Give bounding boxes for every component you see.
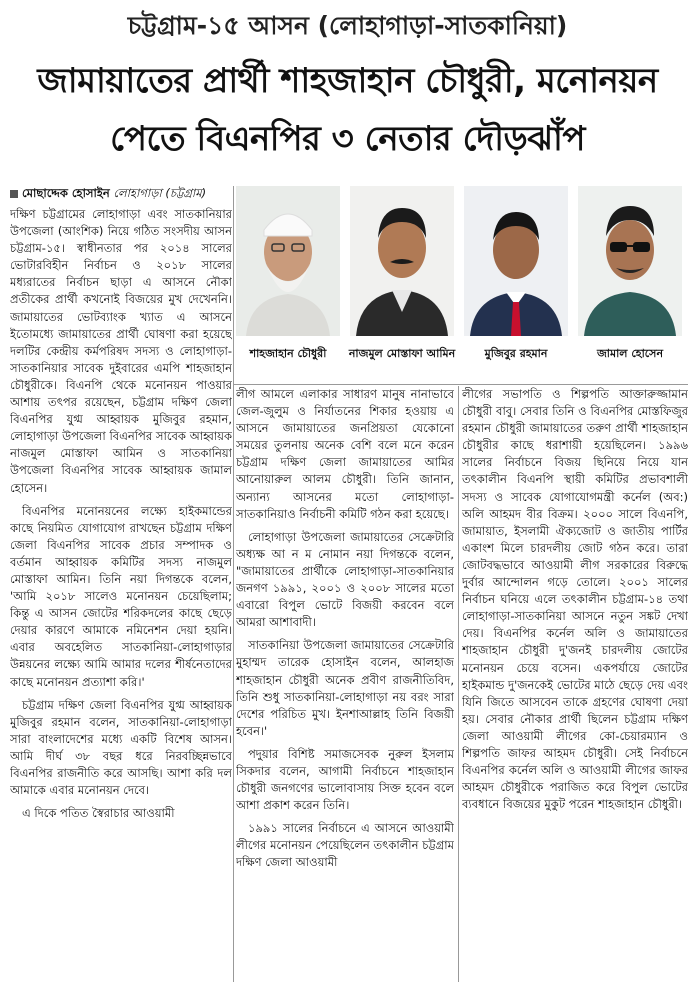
paragraph: লীগ আমলে এলাকার সাধারণ মানুষ নানাভাবে জেল-জুলুম ও নির্যাতনের শিকার হওয়ায় এ আসনে জামায়াতের জনপ্রিয়তা যেকোনো সময়ের তুলনায় অনেক বেশি বলে মনে করেন চট্টগ্রাম দক্ষিণ জেলা জামায়াতের আমির আনোয়ারুল আলম চৌধুরী। তিনি জানান, অন্যান্য আসনের মতো লোহাগাড়া-সাতকানিয়াও নির্বাচনী কমিটি গঠন করা হয়েছে। (236, 387, 454, 521)
person-photo-sunglasses (578, 186, 682, 336)
article-column-2 (236, 386, 454, 982)
portrait-2-icon (350, 186, 454, 336)
byline-location: লোহাগাড়া (চট্টগ্রাম) (113, 186, 207, 200)
person-photo-suit (464, 186, 568, 336)
person-photo-cap-beard (236, 186, 340, 336)
byline-name: মোছাদ্দেক হোসাইন (22, 186, 110, 200)
byline-marker-icon (10, 190, 18, 198)
headline-line-2: পেতে বিএনপির ৩ নেতার দৌড়ঝাঁপ (110, 119, 585, 159)
article-column-1 (10, 206, 232, 982)
headline-line-1: জামায়াতের প্রার্থী শাহজাহান চৌধুরী, মনোনয়ন (37, 61, 658, 101)
paragraph: চট্টগ্রাম দক্ষিণ জেলা বিএনপির যুগ্ম আহ্বায়ক মুজিবুর রহমান বলেন, সাতকানিয়া-লোহাগাড়া সারা বাংলাদেশের মধ্যে একটি বিশেষ আসন। আমি দীর্ঘ ৩৮ বছর ধরে নিরবচ্ছিন্নভাবে বিএনপির রাজনীতি করে আসছি। আশা করি দল আমাকে এবার মনোনয়ন দেবে। (10, 697, 232, 798)
photo-caption-2: নাজমুল মোস্তাফা আমিন (348, 347, 456, 360)
paragraph: দক্ষিণ চট্টগ্রামের লোহাগাড়া এবং সাতকানিয়ার উপজেলা (আংশিক) নিয়ে গঠিত সংসদীয় আসন চট্টগ্রাম-১৫। স্বাধীনতার পর ২০১৪ সালের ভোটারবিহীন নির্বাচন ও ২০১৮ সালের মধ্যরাতের নির্বাচন ছাড়া এ আসনে নৌকা প্রতীকের প্রার্থী কখনোই বিজয়ের মুখ দেখেননি। জামায়াতের ভোটব্যাংক খ্যাত এ আসনে ইতোমধ্যে জামায়াতের প্রার্থী ঘোষণা করা হয়েছে দলটির কেন্দ্রীয় কর্মপরিষদ সদস্য ও লোহাগাড়া-সাতকানিয়ার সাবেক দুইবারের এমপি শাহজাহান চৌধুরীকে। বিএনপি থেকে মনোনয়ন পাওয়ার আশায় তৎপর রয়েছেন, চট্টগ্রাম দক্ষিণ জেলা বিএনপির যুগ্ম আহ্বায়ক মুজিবুর রহমান, লোহাগাড়া উপজেলা বিএনপির সাবেক আহ্বায়ক নাজমুল মোস্তাফা আমিন ও সাতকানিয়া উপজেলা বিএনপির সাবেক আহ্বায়ক জামাল হোসেন। (10, 207, 232, 495)
portrait-4-icon (578, 186, 682, 336)
paragraph: ১৯৯১ সালের নির্বাচনে এ আসনে আওয়ামী লীগের মনোনয়ন পেয়েছিলেন তৎকালীন চট্টগ্রাম দক্ষিণ জেলা আওয়ামী (236, 821, 454, 870)
person-photo-mustache (350, 186, 454, 336)
paragraph: লোহাগাড়া উপজেলা জামায়াতের সেক্রেটারি অধ্যক্ষ আ ন ম নোমান নয়া দিগন্তকে বলেন, "জামায়াতের প্রার্থীকে লোহাগাড়া-সাতকানিয়ার জনগণ ১৯৯১, ২০০১ ও ২০০৮ সালের মতো এবারো বিপুল ভোটে বিজয়ী করবেন বলে আমরা আশাবাদী। (236, 529, 454, 630)
photo-caption-1: শাহজাহান চৌধুরী (249, 347, 327, 360)
paragraph: পদুয়ার বিশিষ্ট সমাজসেবক নুরুল ইসলাম সিকদার বলেন, আগামী নির্বাচনে শাহজাহান চৌধুরী জনগণের ভালোবাসায় সিক্ত হবেন বলে আশা প্রকাশ করেন তিনি। (236, 746, 454, 813)
byline (10, 183, 232, 203)
column-divider-1 (233, 186, 234, 982)
photo-caption-4: জামাল হোসেন (596, 347, 664, 360)
headline (0, 52, 695, 168)
photo-divider (234, 384, 688, 385)
paragraph: লীগের সভাপতি ও শিল্পপতি আক্তারুজ্জামান চৌধুরী বাবু। সেবার তিনি ও বিএনপির মোস্তফিজুর রহমান চৌধুরী জামায়াতের তরুণ প্রার্থী শাহজাহান চৌধুরীর কাছে ধরাশায়ী হয়েছিলেন। ১৯৯৬ সালের নির্বাচনে বিজয় ছিনিয়ে নিয়ে যান তৎকালীন বিএনপি স্থায়ী কমিটির প্রভাবশালী সদস্য ও সাবেক যোগাযোগমন্ত্রী কর্নেল (অব:) অলি আহমদ বীর বিক্রম। ২০০০ সালে বিএনপি, জামায়াত, ইসলামী ঐক্যজোট ও জাতীয় পার্টির একাংশ মিলে চারদলীয় জোট গঠন করে। তারা জোটবদ্ধভাবে আওয়ামী লীগ সরকারের বিরুদ্ধে দুর্বার আন্দোলন গড়ে তোলে। ২০০১ সালের নির্বাচন ঘনিয়ে এলে তৎকালীন চট্টগ্রাম-১৪ তথা লোহাগাড়া-সাতকানিয়া আসনে নতুন সঙ্কট দেখা দেয়। বিএনপির কর্নেল অলি ও জামায়াতের শাহজাহান চৌধুরী দু'জনই চারদলীয় জোটের মনোনয়ন চেয়ে বসেন। একপর্যায়ে জোটের হাইকমান্ড দু'জনকেই ভোটের মাঠে ছেড়ে দেয় এবং যিনি জিতে আসবেন তাকে গ্রহণের ঘোষণা দেয়া হয়। সেবার নৌকার প্রার্থী ছিলেন চট্টগ্রাম দক্ষিণ জেলা আওয়ামী লীগের কো-চেয়ারম্যান ও শিল্পপতি জাফর আহমদ চৌধুরী। সেই নির্বাচনে বিএনপির কর্নেল অলি ও আওয়ামী লীগের জাফর আহমদ চৌধুরীকে পরাজিত করে বিপুল ভোটের ব্যবধানে বিজয়ের মুকুট পরেন শাহজাহান চৌধুরী। (462, 387, 688, 812)
portrait-3-icon (464, 186, 568, 336)
paragraph: এ দিকে পতিত স্বৈরাচার আওয়ামী (22, 806, 175, 821)
kicker-title: চট্টগ্রাম-১৫ আসন (লোহাগাড়া-সাতকানিয়া) (127, 11, 568, 40)
photo-caption-3: মুজিবুর রহমান (484, 347, 548, 360)
photo-strip (236, 186, 688, 378)
article-column-3 (462, 386, 688, 982)
paragraph: সাতকানিয়া উপজেলা জামায়াতের সেক্রেটারি মুহাম্মদ তারেক হোসাইন বলেন, আলহাজ শাহজাহান চৌধুরী অনেক প্রবীণ রাজনীতিবিদ, তিনি শুধু সাতকানিয়া-লোহাগাড়া নয় বরং সারা দেশের পরিচিত মুখ। ইনশাআল্লাহ তিনি বিজয়ী হবেন।' (236, 638, 454, 738)
paragraph: বিএনপির মনোনয়নের লক্ষ্যে হাইকমান্ডের কাছে নিয়মিত যোগাযোগ রাখছেন চট্টগ্রাম দক্ষিণ জেলা বিএনপির সাবেক প্রচার সম্পাদক ও বর্তমান আহ্বায়ক কমিটির সদস্য নাজমুল মোস্তাফা আমিন। তিনি নয়া দিগন্তকে বলেন, 'আমি ২০১৮ সালেও মনোনয়ন চেয়েছিলাম; কিন্তু এ আসন জোটের শরিকদলের কাছে ছেড়ে দেয়ার কারণে আমাকে নমিনেশন দেয়া হয়নি। এবার অবহেলিত সাতকানিয়া-লোহাগাড়ার উন্নয়নের লক্ষ্যে আমি আমার দলের শীর্ষনেতাদের কাছে মনোনয়ন প্রত্যাশা করি।' (10, 503, 232, 689)
column-divider-2 (458, 386, 459, 982)
portrait-1-icon (236, 186, 340, 336)
